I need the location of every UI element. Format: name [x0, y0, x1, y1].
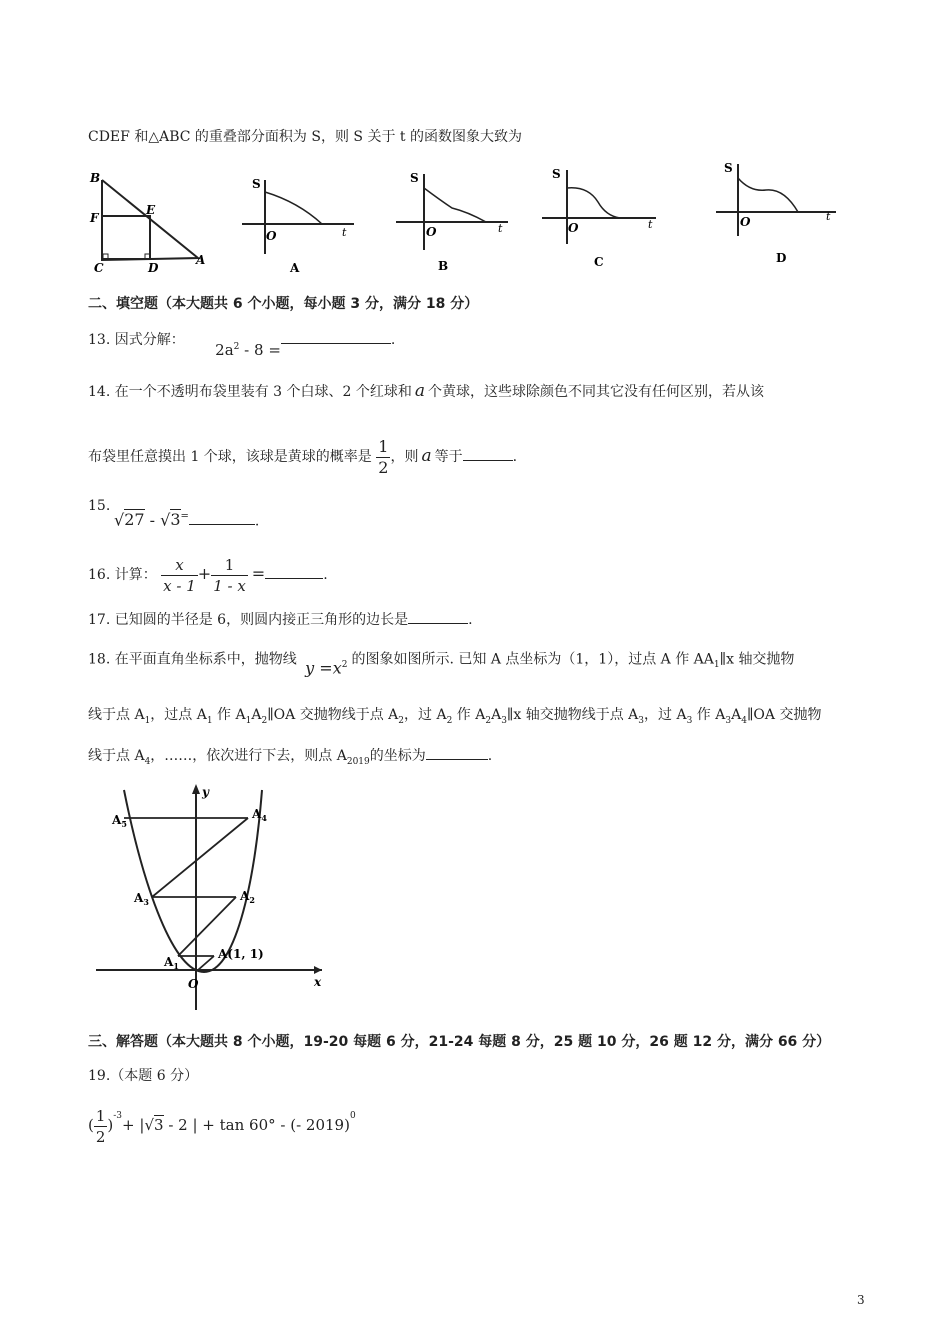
q19-frac-den: 2 — [95, 1127, 106, 1146]
option-d-o: O — [740, 215, 751, 229]
fig-label-a1 — [163, 955, 179, 971]
option-a-letter: A — [290, 261, 300, 275]
q18-sub: 2019 — [346, 756, 370, 767]
fig-label-x: x — [314, 975, 322, 989]
q18-text: 的坐标为 — [369, 748, 426, 764]
q16-f2-num: 1 — [224, 555, 235, 574]
q14-line1-b: 个黄球，这些球除颜色不同其它没有任何区别，若从该 — [428, 384, 765, 400]
q18-sub: 3 — [725, 715, 732, 726]
label-a: A — [196, 253, 206, 267]
q14-line1-a: 14. 在一个不透明布袋里装有 3 个白球、2 个红球和 — [88, 384, 412, 400]
q15-sqrt2: √3 — [160, 510, 181, 530]
fig-a4: A — [252, 807, 262, 821]
q18-line1-a: 18. 在平面直角坐标系中，抛物线 — [88, 651, 297, 668]
q18-sub: 4 — [144, 756, 151, 767]
q12-tail-text: CDEF 和△ABC 的重叠部分面积为 S，则 S 关于 t 的函数图象大致为 — [88, 129, 522, 145]
q18-text: ，……，依次进行下去，则点 A — [150, 748, 347, 764]
option-c-t: t — [648, 218, 653, 231]
q18-equation — [305, 655, 347, 678]
q18-eq-y: y — [305, 658, 315, 678]
option-c-graph — [540, 164, 662, 274]
q18-line1-b: 的图象如图所示. 已知 A 点坐标为（1，1），过点 A 作 AA — [351, 651, 714, 668]
q18-line3 — [88, 745, 492, 772]
option-a-t: t — [342, 226, 347, 239]
q14-var-a: a — [414, 381, 426, 401]
q14-line1 — [88, 381, 764, 402]
q18-text: A — [251, 707, 262, 723]
q16-frac1 — [161, 555, 198, 596]
option-d-s: S — [724, 161, 733, 175]
q18-eq-x: x — [332, 658, 342, 678]
option-d-letter: D — [776, 251, 787, 265]
option-a-graph — [238, 172, 358, 280]
q17-text: 17. 已知圆的半径是 6，则圆内接正三角形的边长是 — [88, 612, 409, 628]
q18-text: 线于点 A — [88, 748, 145, 764]
q16-end: . — [323, 567, 328, 583]
q14-end: . — [512, 449, 518, 465]
fig-label-o: O — [188, 977, 199, 991]
option-d-graph — [714, 158, 840, 268]
q13-answer-blank[interactable] — [281, 329, 391, 344]
q19-rad: 3 — [154, 1116, 164, 1134]
section3-title: 三、解答题（本大题共 8 个小题，19-20 每题 6 分，21-24 每题 8 分，25 题 10 分，26 题 12 分，满分 66 分） — [88, 1034, 831, 1050]
q18-sub: 1 — [245, 715, 252, 726]
q18-line1 — [88, 645, 795, 678]
q18-parabola-figure — [94, 780, 334, 1020]
q14-line2 — [88, 434, 517, 479]
fig-a4-sub: 4 — [261, 813, 267, 823]
label-e: E — [146, 203, 156, 217]
q18-sub: 2 — [398, 715, 405, 726]
q14-line2-b: ，则 — [390, 449, 419, 465]
fig-a3-sub: 3 — [143, 897, 149, 907]
q13 — [88, 326, 396, 359]
label-d: D — [148, 261, 159, 275]
q19-frac-num: 1 — [95, 1106, 106, 1125]
fig-label-a: A(1, 1) — [218, 947, 264, 961]
q19-exp2: 0 — [349, 1111, 356, 1121]
q15-prefix: 15. — [88, 498, 111, 514]
q15 — [88, 496, 110, 516]
fig-label-a4 — [251, 807, 267, 823]
q14-answer-blank[interactable] — [463, 446, 513, 461]
q18-text: ∥OA 交抛物线于点 A — [267, 707, 399, 723]
option-c-s: S — [552, 167, 561, 181]
q15-expr — [114, 507, 259, 531]
q19-expression: ( $\frac{1}{2}$ )$^{-3}$+ |√3 - 2 | + tan 60° - (- 2019)$^0$ — [88, 1106, 356, 1146]
fig-label-y: y — [202, 785, 209, 799]
q14-frac-den: 2 — [378, 457, 389, 477]
option-d-t: t — [826, 210, 831, 223]
q16-prefix: 16. 计算： — [88, 567, 157, 583]
q13-prefix: 13. 因式分解： — [88, 332, 185, 348]
option-b-t: t — [498, 222, 503, 235]
q15-rad1: 27 — [124, 510, 145, 530]
q18-text: ，过点 A — [150, 707, 207, 723]
q18-text: A — [491, 707, 502, 723]
option-c-o: O — [568, 221, 579, 235]
fig-label-a2 — [239, 889, 255, 905]
q14-var-a2: a — [421, 446, 432, 466]
q19-p2: - 2 | + tan 60° - (- 2019) — [163, 1116, 350, 1134]
q18-eq-eq: = — [314, 658, 333, 678]
q18-text: ，过 A — [404, 707, 447, 723]
q18-text: A — [731, 707, 742, 723]
q16-f2-den: 1 - x — [213, 576, 246, 595]
q18-text: 线于点 A — [88, 707, 145, 723]
q16 — [88, 552, 328, 597]
q18-sub: 2 — [485, 715, 492, 726]
q18-sub: 1 — [144, 715, 151, 726]
label-b: B — [90, 171, 101, 185]
q15-minus: - — [144, 510, 161, 530]
fig-a2-sub: 2 — [249, 895, 255, 905]
q15-eq: = — [180, 511, 189, 522]
q16-f1-den: x - 1 — [163, 576, 196, 595]
q19-title: 19.（本题 6 分） — [88, 1068, 199, 1084]
option-b-s: S — [410, 171, 419, 185]
q17-answer-blank[interactable] — [408, 609, 468, 624]
q16-frac2 — [211, 555, 248, 596]
fig-a3: A — [134, 891, 144, 905]
q16-plus: + — [197, 564, 212, 583]
fig-a1: A — [164, 955, 174, 969]
fig-label-a5 — [111, 813, 127, 829]
fig-a1-sub: 1 — [173, 961, 179, 971]
q18-sub: 1 — [206, 715, 213, 726]
q16-f1-num: x — [175, 555, 184, 574]
q19-exp1: -3 — [113, 1111, 123, 1121]
option-a-o: O — [266, 229, 277, 243]
q18-text: ∥OA 交抛物 — [746, 707, 822, 723]
q14-line2-c: 等于 — [434, 449, 463, 465]
fig-a2: A — [240, 889, 250, 903]
q18-text: 作 A — [212, 707, 246, 723]
q16-eq: = — [251, 564, 266, 583]
q18-text: 作 A — [452, 707, 486, 723]
q18-text: ∥x 轴交抛物线于点 A — [506, 707, 639, 723]
q18-text: 作 A — [692, 707, 726, 723]
section2-title: 二、填空题（本大题共 6 个小题，每小题 3 分，满分 18 分） — [88, 296, 479, 312]
fig-label-a3 — [133, 891, 149, 907]
q18-end: . — [487, 748, 493, 764]
label-c: C — [94, 261, 104, 275]
q18-eq-exp: 2 — [341, 660, 348, 670]
q13-end: . — [390, 332, 396, 348]
q18-sub: 1 — [713, 660, 720, 671]
q18-sub: 2 — [261, 715, 268, 726]
q15-rad2: 3 — [170, 510, 181, 530]
q19-p1: + | — [122, 1116, 145, 1134]
q19-fraction — [94, 1106, 108, 1147]
q15-end: . — [254, 513, 260, 530]
q15-sqrt1: √27 — [114, 510, 145, 530]
q14-line2-a: 布袋里任意摸出 1 个球，该球是黄球的概率是 — [88, 449, 372, 465]
q18-answer-blank[interactable] — [426, 745, 488, 760]
q17-end: . — [468, 612, 473, 628]
q18-sub: 2 — [446, 715, 453, 726]
option-b-o: O — [426, 225, 437, 239]
q15-answer-blank[interactable] — [189, 510, 255, 525]
option-a-s: S — [252, 177, 261, 191]
q18-sub: 3 — [501, 715, 507, 726]
q13-expr-rest: - 8 = — [239, 341, 281, 359]
label-f: F — [90, 211, 99, 225]
page-number: 3 — [857, 1293, 865, 1307]
q17 — [88, 609, 473, 630]
option-b-letter: B — [438, 259, 449, 273]
q18-line1-c: ∥x 轴交抛物 — [719, 651, 795, 668]
q14-fraction — [376, 437, 390, 478]
q18-sub: 4 — [741, 715, 747, 726]
q14-frac-num: 1 — [378, 436, 389, 456]
fig-a5-sub: 5 — [121, 819, 127, 829]
q12-triangle-figure — [88, 168, 218, 276]
q18-text: ，过 A — [644, 707, 687, 723]
fig-a5: A — [112, 813, 122, 827]
q18-sub: 3 — [686, 715, 693, 726]
q13-expr-base: 2a — [215, 341, 234, 359]
q18-sub: 3 — [638, 715, 645, 726]
q13-expr-exp: 2 — [233, 342, 240, 352]
option-b-graph — [392, 170, 512, 278]
q18-line2 — [88, 705, 821, 731]
option-c-letter: C — [594, 255, 604, 269]
q16-answer-blank[interactable] — [265, 564, 323, 579]
